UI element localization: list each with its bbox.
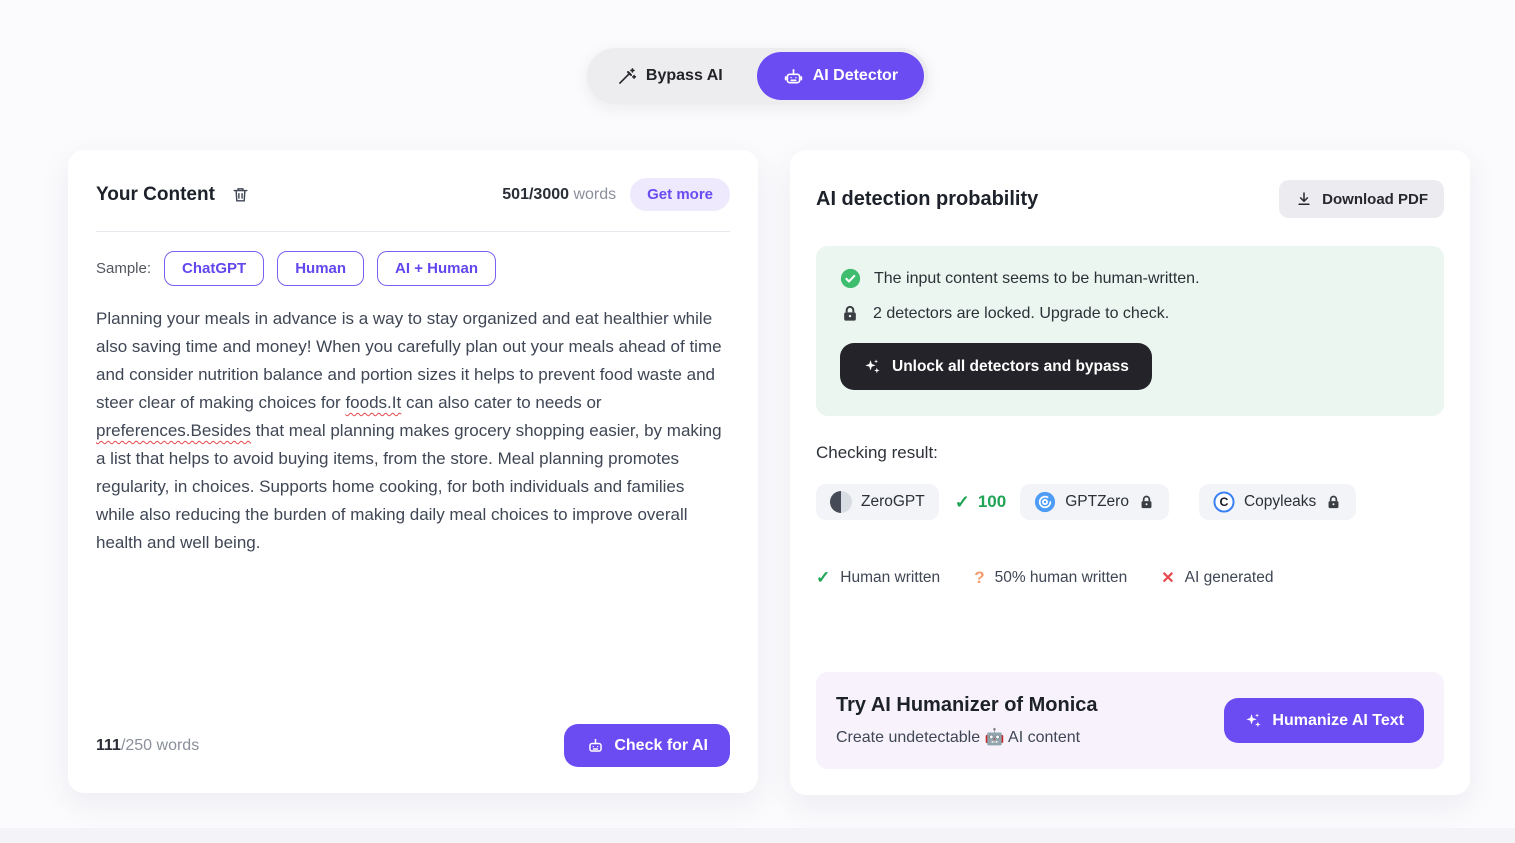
editor-text-segment: Planning your meals in advance is a way to stay organized and eat healthier while also saving time and money! When you carefully plan out your meals ahead of time and consider nutrition balance and portion sizes it helps to prevent food waste and steer clear of making choices for: [96, 309, 722, 412]
sparkles-icon: [1244, 711, 1263, 730]
check-circle-icon: [840, 268, 861, 289]
tab-ai-detector[interactable]: [757, 52, 924, 100]
promo-subtitle: Create undetectable 🤖 AI content: [836, 729, 1081, 746]
trash-button[interactable]: [229, 183, 252, 206]
status-banner: [816, 246, 1444, 416]
footer-word-count-suffix: /250 words: [120, 736, 200, 754]
mode-toggle-wrap: [0, 0, 1515, 104]
svg-text:C: C: [1219, 495, 1229, 510]
tab-ai-detector-label: AI Detector: [812, 67, 899, 84]
unlock-detectors-label: Unlock all detectors and bypass: [892, 357, 1129, 375]
sample-row: [96, 251, 730, 286]
word-count-suffix: words: [569, 185, 617, 203]
promo-title: Try AI Humanizer of Monica: [836, 694, 1098, 716]
content-card-title: Your Content: [96, 183, 215, 205]
magic-wand-icon: [617, 66, 637, 86]
word-count: [502, 186, 616, 204]
unlock-detectors-button[interactable]: [840, 343, 1152, 390]
humanizer-promo-banner: [816, 672, 1444, 769]
promo-text: [836, 694, 1098, 747]
zerogpt-score: [955, 492, 1006, 513]
legend-label: AI generated: [1184, 569, 1274, 586]
tab-bypass-ai-label: Bypass AI: [645, 67, 723, 84]
legend-check-icon: ✓: [816, 568, 831, 587]
check-for-ai-button[interactable]: [564, 724, 730, 767]
legend-ai-generated: [1161, 568, 1273, 588]
sparkles-icon: [863, 357, 882, 376]
sample-button-chatgpt[interactable]: ChatGPT: [164, 251, 264, 286]
status-line2: 2 detectors are locked. Upgrade to check.: [873, 305, 1170, 322]
detector-name: GPTZero: [1065, 493, 1129, 510]
detector-name: Copyleaks: [1243, 493, 1317, 510]
editor-text-segment: can also cater to needs or: [401, 393, 602, 412]
download-pdf-button[interactable]: [1279, 180, 1444, 218]
zerogpt-brain-icon: [830, 491, 852, 513]
humanize-ai-text-label: Humanize AI Text: [1272, 711, 1404, 729]
content-card-header: [96, 178, 730, 211]
content-editor[interactable]: [96, 305, 724, 557]
humanize-ai-text-button[interactable]: [1224, 698, 1424, 743]
lock-icon: [840, 304, 860, 324]
result-legend: [816, 568, 1444, 588]
status-human-written-row: [840, 268, 1420, 289]
score-check-icon: ✓: [954, 491, 970, 512]
download-pdf-label: Download PDF: [1322, 190, 1428, 208]
copyleaks-logo-icon: [1213, 491, 1235, 513]
detection-card: [790, 150, 1470, 795]
detector-chip-zerogpt[interactable]: [816, 484, 939, 520]
footer-word-count: [96, 737, 199, 755]
sample-label: Sample:: [96, 260, 152, 277]
mode-toggle: [587, 48, 928, 104]
score-value: 100: [977, 492, 1007, 511]
get-more-button[interactable]: Get more: [630, 178, 730, 211]
main-content: [0, 104, 1515, 795]
legend-question-icon: ?: [974, 568, 985, 587]
sample-button-human[interactable]: Human: [277, 251, 364, 286]
legend-label: 50% human written: [994, 569, 1128, 586]
detection-card-title: AI detection probability: [816, 187, 1039, 210]
robot-icon: [783, 66, 804, 87]
status-line1: The input content seems to be human-written.: [874, 269, 1200, 287]
legend-50-human-written: [974, 568, 1127, 588]
editor-text-segment: that meal planning makes grocery shopping easier, by making a list that helps to avoid buying items, from the store. Meal planning promotes regularity, in choices. Supports home cooking, for both individuals and families while also reducing the burden of making daily meal choices to improve overall health and well being.: [96, 421, 722, 552]
legend-human-written: [816, 568, 940, 588]
download-icon: [1295, 190, 1313, 208]
legend-label: Human written: [840, 569, 941, 586]
check-for-ai-label: Check for AI: [614, 736, 708, 754]
sample-button-ai-human[interactable]: AI + Human: [377, 251, 496, 286]
page-bottom-strip: [0, 828, 1515, 843]
detection-card-header: [816, 180, 1444, 218]
lock-icon: [1138, 494, 1155, 511]
lock-icon: [1325, 494, 1342, 511]
word-count-value: 501/3000: [502, 185, 570, 203]
gptzero-logo-icon: [1034, 491, 1056, 513]
detector-chips-row: [816, 484, 1444, 520]
detector-name: ZeroGPT: [861, 493, 925, 510]
your-content-card: [68, 150, 758, 793]
content-card-footer: [96, 724, 730, 767]
trash-icon: [231, 185, 250, 204]
footer-word-count-value: 111: [96, 736, 121, 754]
tab-bypass-ai[interactable]: [587, 48, 753, 104]
detector-chip-gptzero[interactable]: [1020, 484, 1169, 520]
checking-result-label: Checking result:: [816, 443, 938, 462]
status-locked-row: [840, 304, 1420, 324]
editor-misspelled-segment: preferences.Besides: [96, 421, 251, 440]
legend-x-icon: ✕: [1161, 570, 1175, 587]
header-divider: [96, 231, 730, 232]
detector-chip-copyleaks[interactable]: [1199, 484, 1356, 520]
editor-misspelled-segment: foods.It: [345, 393, 402, 412]
robot-icon: [586, 736, 605, 755]
